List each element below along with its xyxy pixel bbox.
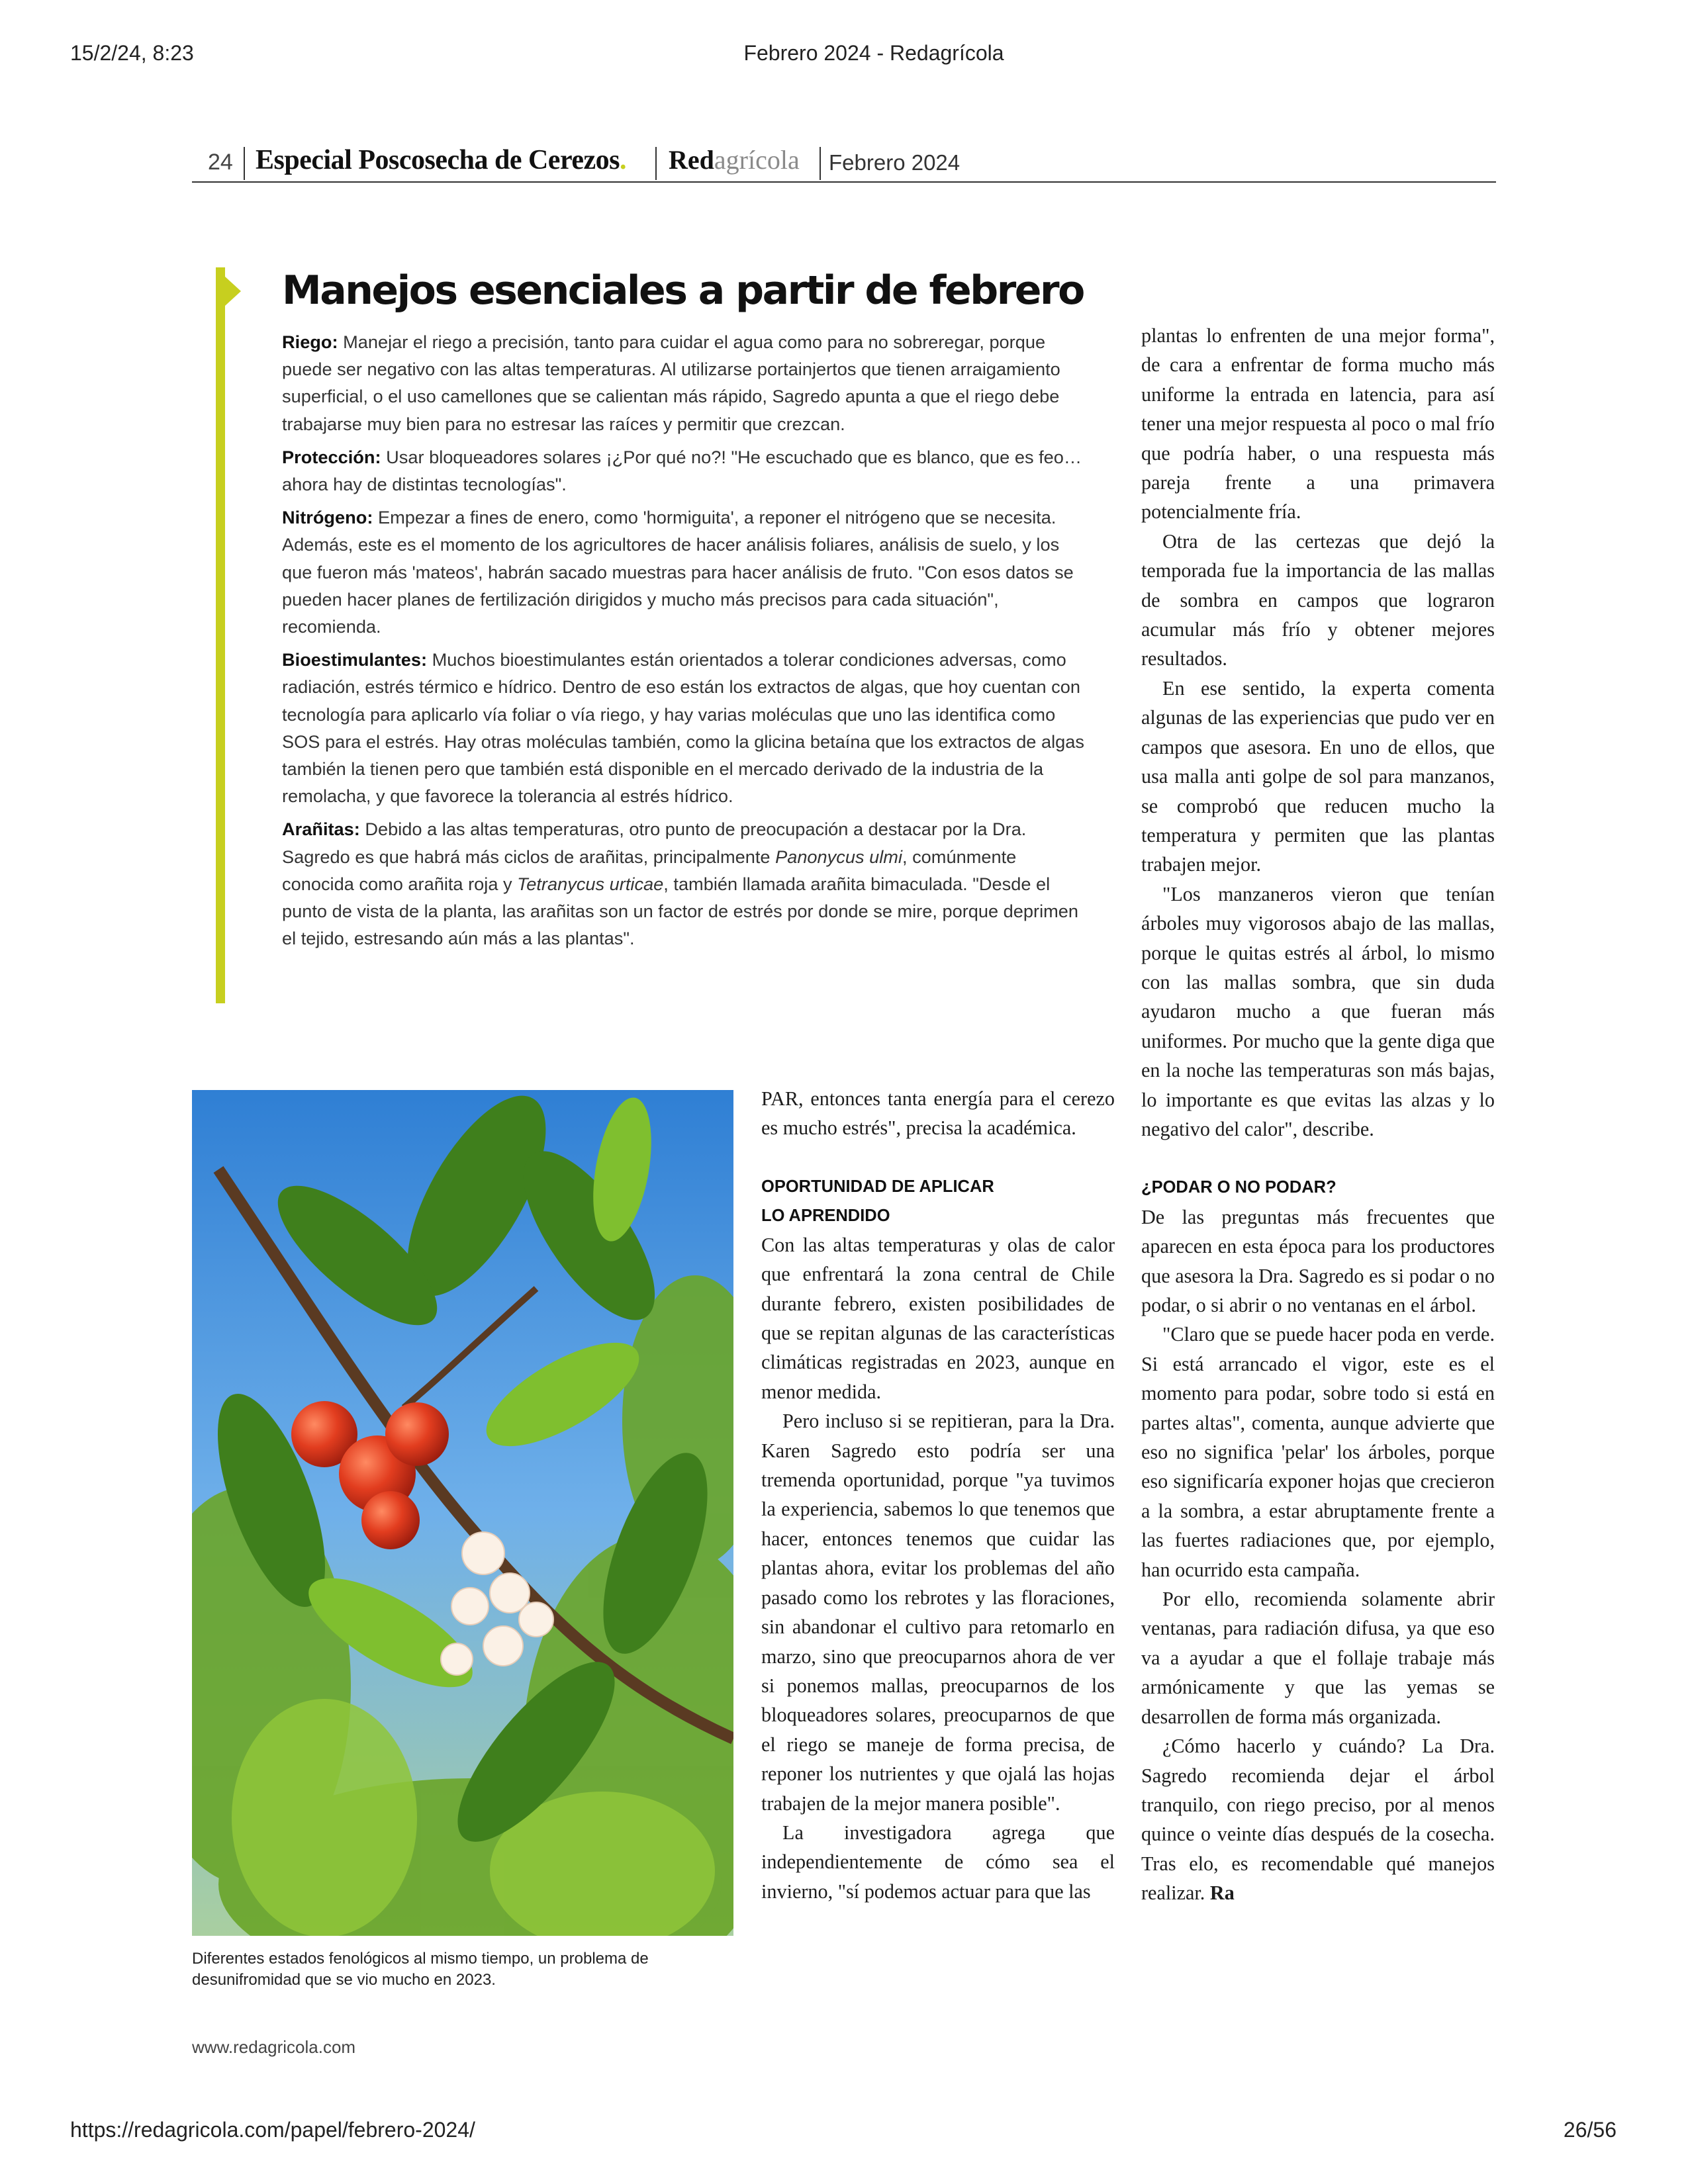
box-item-text: Debido a las altas temperaturas, otro punto de preocupación a destacar por la Dra. Sagredo es que habrá más ciclos de arañitas, principalmente <box>282 819 1027 867</box>
box-title: Manejos esenciales a partir de febrero <box>282 267 1084 314</box>
box-item-riego <box>282 328 1091 437</box>
footer-site: www.redagricola.com <box>192 2037 356 2057</box>
paragraph: PAR, entonces tanta energía para el cerezo es mucho estrés", precisa la académica. <box>761 1087 1115 1140</box>
photo-caption: Diferentes estados fenológicos al mismo tiempo, un problema de desunifromidad que se vio mucho en 2023. <box>192 1950 649 1989</box>
paragraph: Con las altas temperaturas y olas de calor que enfrentará la zona central de Chile durante febrero, existen posibilidades de que se repitan algunas de las características climáticas registradas en 2023, aunque en menor medida. <box>761 1233 1115 1403</box>
logo-red: Red <box>669 145 714 175</box>
paragraph: "Claro que se puede hacer poda en verde. Si está arrancado el vigor, este es el momento para podar, sobre todo si está en partes altas", comenta, aunque advierte que eso no significa 'pelar' los árboles, porque eso significaría exponer hojas que crecieron a la sombra, a estar abruptamente frente a las fuertes radiaciones que, por ejemplo, han ocurrido esta campaña. <box>1141 1323 1495 1581</box>
subheading-oportunidad <box>761 1172 1115 1230</box>
box-item-nitrogeno <box>282 504 1091 640</box>
box-item-text: Manejar el riego a precisión, tanto para cuidar el agua como para no sobreregar, porque puede ser negativo con las altas temperaturas. Al utilizarse portainjertos que tienen arraigamiento superficial, o el uso camellones que se calientan más rápido, Sagredo apunta a que el riego debe trabajarse muy bien para no estresar las raíces y permitir que crezcan. <box>282 332 1060 434</box>
paragraph: De las preguntas más frecuentes que aparecen en esta época para los productores que asesora la Dra. Sagredo es si podar o no podar, o si abrir o no ventanas en el árbol. <box>1141 1205 1495 1316</box>
paragraph: plantas lo enfrenten de una mejor forma", de cara a enfrentar de forma mucho más uniforme la entrada en latencia, para así tener una mejor respuesta al poco o mal frío que podría haber, o una respuesta más pareja frente a una primavera potencialmente fría. <box>1141 324 1495 523</box>
subheading-line: OPORTUNIDAD DE APLICAR <box>761 1177 994 1196</box>
box-item-proteccion <box>282 443 1091 498</box>
print-page-title: Febrero 2024 - Redagrícola <box>743 41 1004 65</box>
species-name: Panonycus ulmi <box>775 846 902 867</box>
box-item-aranitas <box>282 815 1091 952</box>
box-item-label: Arañitas: <box>282 819 360 840</box>
box-item-text: Usar bloqueadores solares ¡¿Por qué no?! "He escuchado que es blanco, que es feo… ahora hay de distintas tecnologías". <box>282 446 1082 495</box>
paragraph-text: ¿Cómo hacerlo y cuándo? La Dra. Sagredo recomienda dejar el árbol tranquilo, con riego preciso, por al menos quince o veinte días después de la cosecha. Tras elo, es recomendable qué manejos realizar. <box>1141 1735 1495 1905</box>
box-item-text: Muchos bioestimulantes están orientados a tolerar condiciones adversas, como radiación, estrés térmico e hídrico. Dentro de eso están los extractos de algas, que hoy cuentan con tecnología para aplicarlo vía foliar o vía riego, y hay varias moléculas que uno las identifica como SOS para el estrés. Hay otras moléculas también, como la glicina betaína que los extractos de algas también la tienen pero que también está disponible en el mercado derivado de la industria de la remolacha, y que favorece la tolerancia al estrés hídrico. <box>282 649 1084 807</box>
middle-column <box>761 1084 1115 1906</box>
end-mark: Ra <box>1209 1882 1235 1905</box>
paragraph: "Los manzaneros vieron que tenían árboles muy vigorosos abajo de las mallas, porque le quitas estrés al árbol, lo mismo con las mallas sombra, que sin duda ayudaron mucho a que fueran más uniformes. Por mucho que la gente diga que en la noche las temperaturas son más bajas, lo importante es que evitas las alzas y lo negativo del calor", describe. <box>1141 882 1495 1140</box>
section-title-dot: . <box>619 145 626 175</box>
subheading-line: LO APRENDIDO <box>761 1206 890 1225</box>
issue-date: Febrero 2024 <box>829 150 961 175</box>
right-column <box>1141 321 1495 1908</box>
page-number: 24 <box>208 150 233 175</box>
logo-agricola: agrícola <box>714 145 800 175</box>
box-item-text: , comúnmente conocida como arañita roja y <box>282 846 1017 894</box>
header-rule <box>192 181 1496 183</box>
box-item-label: Nitrógeno: <box>282 507 373 528</box>
cherry-branch-photo <box>192 1090 733 1936</box>
species-name: Tetranycus urticae <box>517 873 664 894</box>
print-url: https://redagricola.com/papel/febrero-2024/ <box>70 2118 475 2142</box>
box-item-text: Empezar a fines de enero, como 'hormiguita', a reponer el nitrógeno que se necesita. Además, este es el momento de los agricultores de hacer análisis foliares, análisis de suelo, y los que fueron más 'mateos', habrán sacado muestras para hacer análisis de fruto. "Con esos datos se pueden hacer planes de fertilización dirigidos y mucho más precisos para cada situación", recomienda. <box>282 507 1074 637</box>
box-item-text: , también llamada arañita bimaculada. "Desde el punto de vista de la planta, las arañitas son un factor de estrés por donde se mire, porque deprimen el tejido, estresando aún más a las plantas". <box>282 873 1079 949</box>
box-accent-arrow <box>225 277 241 306</box>
paragraph: Por ello, recomienda solamente abrir ventanas, para radiación difusa, ya que eso va a ayudar a que el follaje trabaje más armónicamente y que las yemas se desarrollen de forma más organizada. <box>1141 1588 1495 1728</box>
print-page-counter: 26/56 <box>1563 2118 1617 2142</box>
print-datetime: 15/2/24, 8:23 <box>70 41 194 65</box>
publication-logo <box>669 144 800 175</box>
section-title <box>256 144 626 176</box>
subheading-podar: ¿PODAR O NO PODAR? <box>1141 1178 1336 1197</box>
header-divider <box>244 147 245 180</box>
box-item-label: Riego: <box>282 332 338 352</box>
header-divider <box>655 147 657 180</box>
paragraph: En ese sentido, la experta comenta algunas de las experiencias que pudo ver en campos que asesora. En uno de ellos, que usa malla anti golpe de sol para manzanos, se comprobó que reducen mucho la temperatura y permiten que las plantas trabajen mejor. <box>1141 676 1495 876</box>
box-item-bioestimulantes <box>282 646 1091 809</box>
box-item-label: Bioestimulantes: <box>282 649 428 670</box>
section-title-text: Especial Poscosecha de Cerezos <box>256 145 620 175</box>
paragraph <box>1141 1731 1495 1907</box>
paragraph: Pero incluso si se repitieran, para la Dra. Karen Sagredo esto podría ser una tremenda oportunidad, porque "ya tuvimos la experiencia, sabemos lo que tenemos que hacer, entonces tenemos que cuidar las plantas ahora, evitar los problemas del año pasado como los rebrotes y las floraciones, sin abandonar el cultivo para retomarlo en marzo, sino que preocuparnos ahora de ver si ponemos mallas, preocuparnos de los bloqueadores solares, preocuparnos de que el riego se maneje de forma precisa, de reponer los nutrientes y que ojalá las hojas trabajen de la mejor manera posible". <box>761 1410 1115 1815</box>
header-divider <box>820 147 821 180</box>
box-accent-bar <box>216 267 225 1003</box>
paragraph: La investigadora agrega que independientemente de cómo sea el invierno, "sí podemos actuar para que las <box>761 1821 1115 1903</box>
paragraph: Otra de las certezas que dejó la temporada fue la importancia de las mallas de sombra en campos que lograron acumular más frío y obtener mejores resultados. <box>1141 529 1495 670</box>
box-body <box>282 328 1091 958</box>
box-item-label: Protección: <box>282 446 381 467</box>
